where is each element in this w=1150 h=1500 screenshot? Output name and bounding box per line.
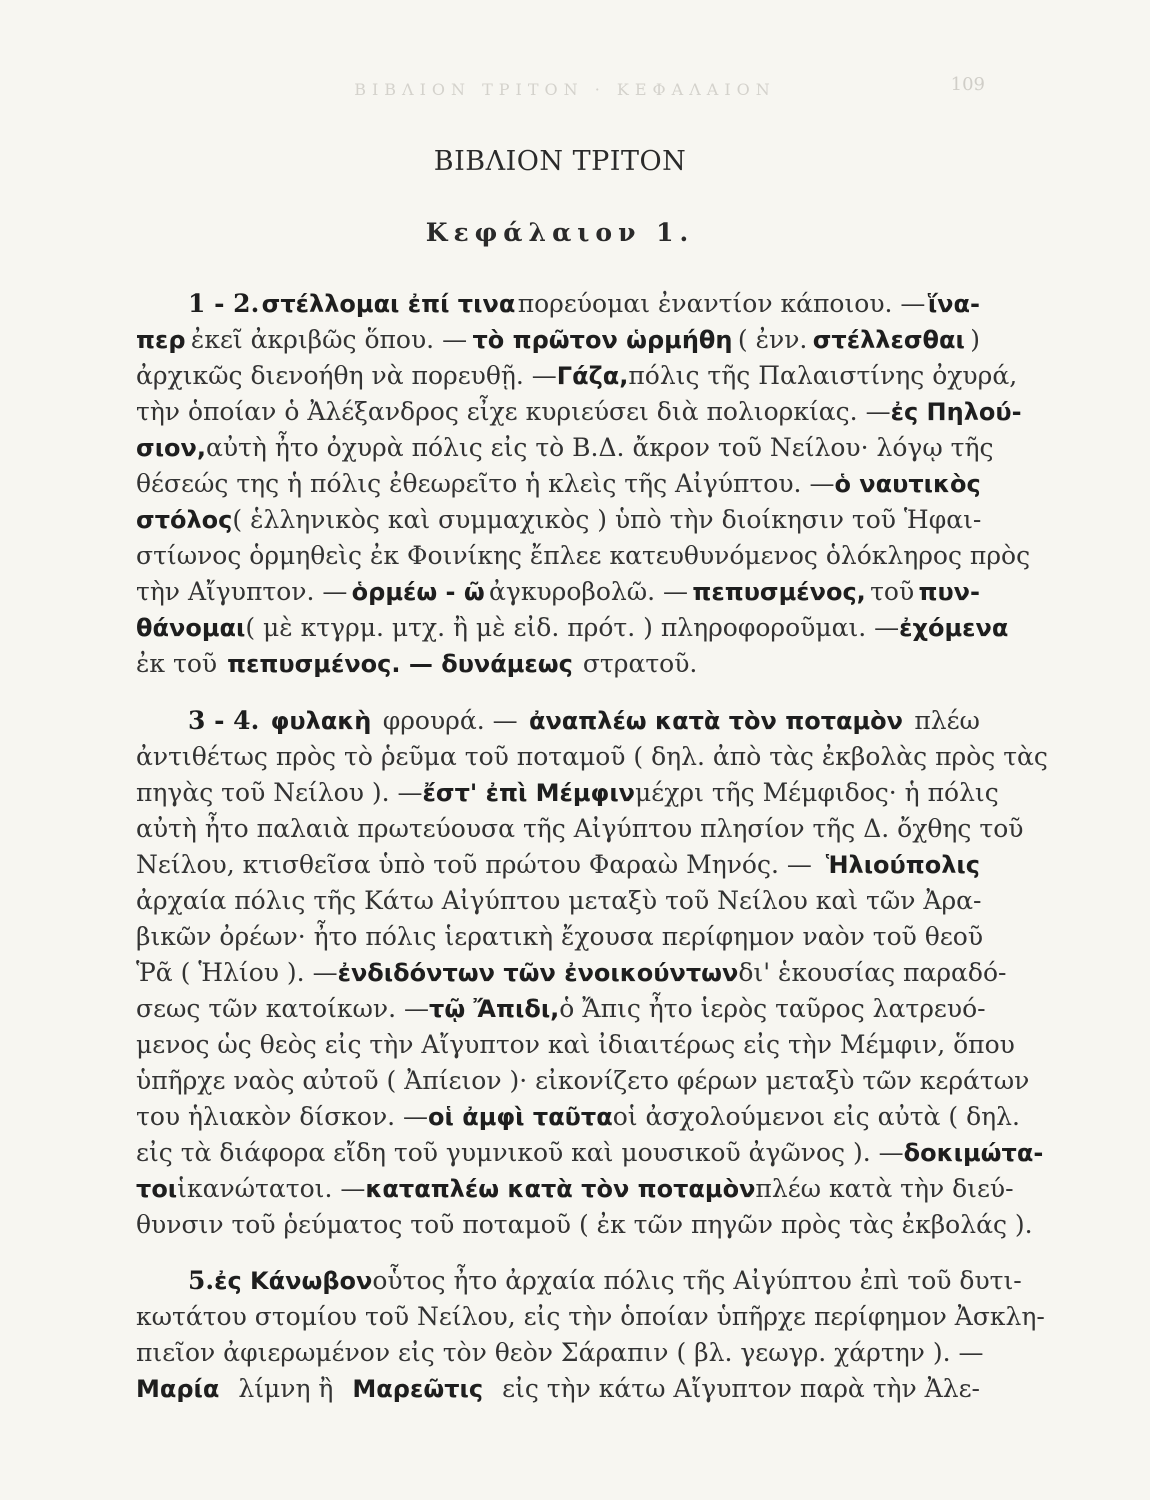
text-segment: μενος ὡς θεὸς εἰς τὴν Αἴγυπτον καὶ ἰδιαιτέρως εἰς τὴν Μέμφιν, ὅπου xyxy=(136,1030,1015,1059)
text-line xyxy=(136,1263,1022,1299)
lemma: ἐνδιδόντων τῶν ἐνοικούντων xyxy=(337,959,739,987)
section-number: 1 - 2. xyxy=(188,289,260,318)
text-segment: σεως τῶν κατοίκων. — xyxy=(136,994,430,1023)
lemma: ἐς Κάνωβον xyxy=(214,1267,373,1295)
text-line xyxy=(136,955,1007,991)
lemma: οἱ ἀμφὶ ταῦτα xyxy=(428,1103,613,1131)
lemma: ὁρμέω - ῶ xyxy=(351,578,485,606)
text-segment: φρουρά. — xyxy=(382,706,518,735)
chapter-title: Κεφάλαιον 1. xyxy=(425,218,695,247)
lemma: περ xyxy=(136,326,186,354)
text-segment: πόλις τῆς Παλαιστίνης ὀχυρά, xyxy=(628,361,1018,390)
text-line xyxy=(136,991,986,1027)
text-line xyxy=(136,574,980,610)
text-line xyxy=(136,1027,1015,1063)
lemma: ἐχόμενα xyxy=(899,614,1009,642)
text-line xyxy=(136,811,1024,847)
text-segment: ἀρχαία πόλις τῆς Κάτω Αἰγύπτου μεταξὺ τοῦ Νείλου καὶ τῶν Ἀρα- xyxy=(136,886,982,915)
text-segment: του ἡλιακὸν δίσκον. — xyxy=(136,1102,429,1131)
lemma: ὁ ναυτικὸς xyxy=(834,470,981,498)
text-segment: ἐκ τοῦ xyxy=(136,649,218,678)
text-line xyxy=(136,430,994,466)
text-line xyxy=(136,394,1022,430)
text-segment: ) xyxy=(970,325,980,354)
page-number: 109 xyxy=(950,74,985,95)
book-title: ΒΙΒΛΙΟΝ ΤΡΙΤΟΝ xyxy=(433,146,687,177)
lemma: Ἡλιούπολις xyxy=(825,851,980,879)
text-segment: πλέω xyxy=(914,706,980,735)
text-line xyxy=(136,739,1048,775)
text-line xyxy=(136,358,1018,394)
text-segment: ἐκεῖ ἀκριβῶς ὅπου. — xyxy=(190,325,468,354)
lemma: στέλλομαι ἐπί τινα xyxy=(261,290,516,318)
text-line xyxy=(136,1207,1033,1243)
text-line xyxy=(136,919,984,955)
text-segment: μέχρι τῆς Μέμφιδος· ἡ πόλις xyxy=(635,778,999,807)
text-segment: ὁ Ἄπις ἦτο ἱερὸς ταῦρος λατρευό- xyxy=(559,994,986,1023)
text-segment: εἰς τὰ διάφορα εἴδη τοῦ γυμνικοῦ καὶ μουσικοῦ ἀγῶνος ). — xyxy=(136,1138,904,1167)
text-line xyxy=(136,538,1031,574)
text-segment: αὐτὴ ἦτο παλαιὰ πρωτεύουσα τῆς Αἰγύπτου πλησίον τῆς Δ. ὄχθης τοῦ xyxy=(136,814,1024,843)
text-line xyxy=(136,286,980,322)
text-segment: πιεῖον ἀφιερωμένον εἰς τὸν θεὸν Σάραπιν ( βλ. γεωγρ. χάρτην ). — xyxy=(136,1338,984,1367)
text-line xyxy=(136,1063,1030,1099)
text-segment: κωτάτου στομίου τοῦ Νείλου, εἰς τὴν ὁποίαν ὑπῆρχε περίφημον Ἀσκλη- xyxy=(136,1302,1045,1331)
text-segment: θέσεώς της ἡ πόλις ἐθεωρεῖτο ἡ κλεὶς τῆς Αἰγύπτου. — xyxy=(136,469,835,498)
text-line xyxy=(136,1335,984,1371)
lemma: πυν- xyxy=(918,578,980,606)
text-segment: τοῦ xyxy=(870,577,915,606)
text-segment: ἀγκυροβολῶ. — xyxy=(489,577,689,606)
text-line xyxy=(136,1299,1045,1335)
text-segment: δι' ἑκουσίας παραδό- xyxy=(738,958,1007,987)
text-segment: οἱ ἀσχολούμενοι εἰς αὐτὰ ( δηλ. xyxy=(612,1102,1020,1131)
text-line xyxy=(136,1135,1044,1171)
text-segment: οὗτος ἦτο ἀρχαία πόλις τῆς Αἰγύπτου ἐπὶ τοῦ δυτι- xyxy=(372,1266,1022,1295)
text-segment: Ῥᾶ ( Ἡλίου ). — xyxy=(136,958,338,987)
text-segment: πηγὰς τοῦ Νείλου ). — xyxy=(136,778,423,807)
lemma: ἔστ' ἐπὶ Μέμφιν xyxy=(422,779,636,807)
lemma: ἵνα- xyxy=(927,290,980,318)
lemma: ἀναπλέω κατὰ τὸν ποταμὸν xyxy=(528,707,904,735)
text-line xyxy=(136,883,980,919)
text-segment: ( μὲ κτγρμ. μτχ. ἢ μὲ εἰδ. πρότ. ) πληροφοροῦμαι. — xyxy=(245,613,900,642)
text-segment: αὐτὴ ἦτο ὀχυρὰ πόλις εἰς τὸ Β.Δ. ἄκρον τοῦ Νείλου· λόγῳ τῆς xyxy=(206,433,994,462)
text-segment: ἱκανώτατοι. — xyxy=(177,1174,366,1203)
text-line xyxy=(136,502,980,538)
text-segment: θυνσιν τοῦ ῥεύματος τοῦ ποταμοῦ ( ἐκ τῶν πηγῶν πρὸς τὰς ἐκβολάς ). xyxy=(136,1210,1033,1239)
text-segment: ( ἑλληνικὸς καὶ συμμαχικὸς ) ὑπὸ τὴν διοίκησιν τοῦ Ἡφαι- xyxy=(232,505,982,534)
text-line xyxy=(136,1371,980,1407)
text-line xyxy=(136,703,980,739)
text-segment: εἰς τὴν κάτω Αἴγυπτον παρὰ τὴν Ἀλε- xyxy=(502,1374,980,1403)
section-number: 3 - 4. xyxy=(188,706,260,735)
text-segment: τὴν Αἴγυπτον. — xyxy=(136,577,348,606)
text-segment: πορεύομαι ἐναντίον κάποιου. — xyxy=(517,289,926,318)
text-segment: στρατοῦ. xyxy=(582,649,698,678)
text-segment: Νείλου, κτισθεῖσα ὑπὸ τοῦ πρώτου Φαραὼ Μηνός. — xyxy=(136,850,812,879)
text-line xyxy=(136,322,980,358)
text-line xyxy=(136,466,980,502)
lemma: στέλλεσθαι xyxy=(812,326,965,354)
text-segment: ὑπῆρχε ναὸς αὐτοῦ ( Ἀπίειον )· εἰκονίζετο φέρων μεταξὺ τῶν κεράτων xyxy=(136,1066,1030,1095)
lemma: πεπυσμένος. — δυνάμεως xyxy=(227,650,573,678)
lemma: τοι xyxy=(136,1175,178,1203)
lemma: στόλος xyxy=(136,506,233,534)
text-line xyxy=(136,1099,1020,1135)
text-segment: ( ἐνν. xyxy=(737,325,808,354)
lemma: Μαρεῶτις xyxy=(352,1375,484,1403)
text-line xyxy=(136,847,980,883)
text-segment: τὴν ὁποίαν ὁ Ἀλέξανδρος εἶχε κυριεύσει διὰ πολιορκίας. — xyxy=(136,397,891,426)
section-number: 5. xyxy=(188,1266,215,1295)
lemma: καταπλέω κατὰ τὸν ποταμὸν xyxy=(365,1175,756,1203)
lemma: ἐς Πηλού- xyxy=(890,398,1022,426)
lemma: πεπυσμένος, xyxy=(692,578,866,606)
text-segment: στίωνος ὁρμηθεὶς ἐκ Φοινίκης ἔπλεε κατευθυνόμενος ὁλόκληρος πρὸς xyxy=(136,541,1031,570)
text-segment: βικῶν ὀρέων· ἦτο πόλις ἱερατικὴ ἔχουσα περίφημον ναὸν τοῦ θεοῦ xyxy=(136,922,984,951)
text-segment: πλέω κατὰ τὴν διεύ- xyxy=(755,1174,1014,1203)
running-head: ΒΙΒΛΙΟΝ ΤΡΙΤΟΝ · ΚΕΦΑΛΑΙΟΝ xyxy=(354,80,776,99)
text-segment: ἀντιθέτως πρὸς τὸ ῥεῦμα τοῦ ποταμοῦ ( δηλ. ἀπὸ τὰς ἐκβολὰς πρὸς τὰς xyxy=(136,742,1048,771)
lemma: δοκιμώτα- xyxy=(903,1139,1044,1167)
text-line xyxy=(136,610,1009,646)
text-line xyxy=(136,775,999,811)
text-segment: ἀρχικῶς διενοήθη νὰ πορευθῇ. — xyxy=(136,361,557,390)
text-segment: λίμνη ἢ xyxy=(238,1374,334,1403)
lemma: Μαρία xyxy=(136,1375,220,1403)
lemma: θάνομαι xyxy=(136,614,246,642)
lemma: Γάζα, xyxy=(556,362,629,390)
lemma: σιον, xyxy=(136,434,206,462)
text-line xyxy=(136,1171,1014,1207)
text-line xyxy=(136,646,980,682)
lemma: φυλακὴ xyxy=(270,707,372,735)
lemma: τῷ Ἄπιδι, xyxy=(429,995,560,1023)
lemma: τὸ πρῶτον ὡρμήθη xyxy=(472,326,733,354)
